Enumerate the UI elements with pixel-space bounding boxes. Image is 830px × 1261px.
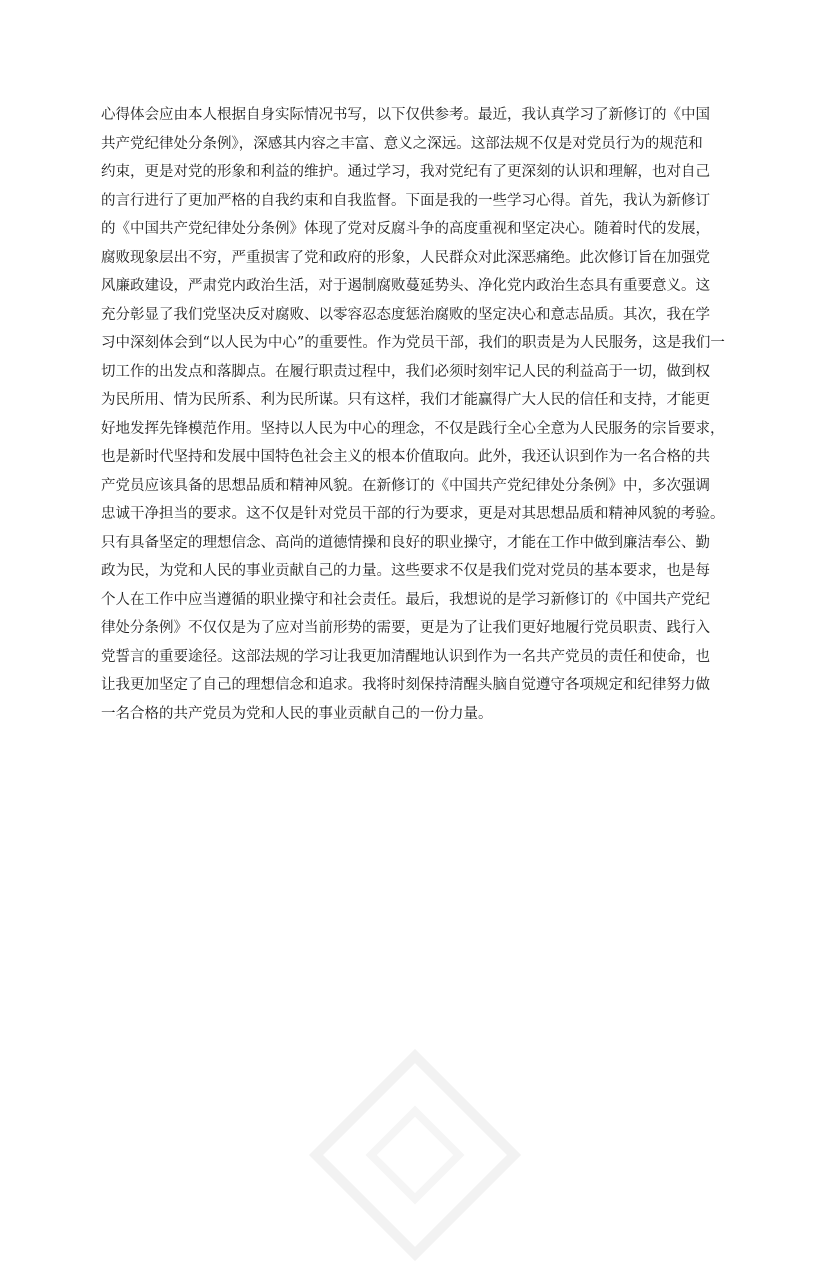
text-line-16: 只有具备坚定的理想信念、高尚的道德情操和良好的职业操守，才能在工作中做到廉洁奉公、勤 [101,534,710,551]
watermark-inner-shape [366,1106,465,1205]
text-line-19: 律处分条例》不仅仅是为了应对当前形势的需要，更是为了让我们更好地履行党员职责、践行入 [101,620,710,636]
text-line-11: 为民所用、情为民所系、利为民所谋。只有这样，我们才能赢得广大人民的信任和支持，才能更 [101,392,710,408]
text-line-9: 习中深刻体会到“以人民为中心”的重要性。作为党员干部，我们的职责是为人民服务，这是我们一 [101,335,725,351]
text-line-21: 让我更加坚定了自己的理想信念和追求。我将时刻保持清醒头脑自觉遵守各项规定和纪律努力做 [101,677,710,693]
text-line-22: 一名合格的共产党员为党和人民的事业贡献自己的一份力量。 [101,705,493,722]
text-line-20: 党誓言的重要途径。这部法规的学习让我更加清醒地认识到作为一名共产党员的责任和使命，也 [101,648,710,665]
text-line-6: 腐败现象层出不穷，严重损害了党和政府的形象，人民群众对此深恶痛绝。此次修订旨在加强党 [101,249,710,266]
text-line-4: 的言行进行了更加严格的自我约束和自我监督。下面是我的一些学习心得。首先，我认为新修订 [101,192,710,209]
text-line-15: 忠诚干净担当的要求。这不仅是针对党员干部的行为要求，更是对其思想品质和精神风貌的考验。 [101,506,725,522]
text-line-12: 好地发挥先锋模范作用。坚持以人民为中心的理念，不仅是践行全心全意为人民服务的宗旨要求， [101,420,725,437]
body-text [101,101,741,728]
text-line-10: 切工作的出发点和落脚点。在履行职责过程中，我们必须时刻牢记人民的利益高于一切，做到权 [101,363,710,380]
text-line-3: 约束，更是对党的形象和利益的维护。通过学习，我对党纪有了更深刻的认识和理解，也对自己 [101,164,710,180]
text-line-18: 个人在工作中应当遵循的职业操守和社会责任。最后，我想说的是学习新修订的《中国共产党纪 [101,591,710,608]
text-line-5: 的《中国共产党纪律处分条例》体现了党对反腐斗争的高度重视和坚定决心。随着时代的发展， [101,221,710,237]
text-line-1: 心得体会应由本人根据自身实际情况书写，以下仅供参考。最近，我认真学习了新修订的《中国 [101,107,710,123]
text-line-17: 政为民，为党和人民的事业贡献自己的力量。这些要求不仅是我们党对党员的基本要求，也是每 [101,563,710,579]
text-line-8: 充分彰显了我们党坚决反对腐败、以零容忍态度惩治腐败的坚定决心和意志品质。其次，我在学 [101,306,710,323]
text-line-7: 风廉政建设，严肃党内政治生活，对于遏制腐败蔓延势头、净化党内政治生态具有重要意义。这 [101,278,710,294]
watermark-logo [309,1049,521,1261]
text-line-2: 共产党纪律处分条例》，深感其内容之丰富、意义之深远。这部法规不仅是对党员行为的规范和 [101,135,703,152]
text-line-14: 产党员应该具备的思想品质和精神风貌。在新修订的《中国共产党纪律处分条例》中，多次强调 [101,477,710,494]
text-line-13: 也是新时代坚持和发展中国特色社会主义的根本价值取向。此外，我还认识到作为一名合格的共 [101,449,710,465]
